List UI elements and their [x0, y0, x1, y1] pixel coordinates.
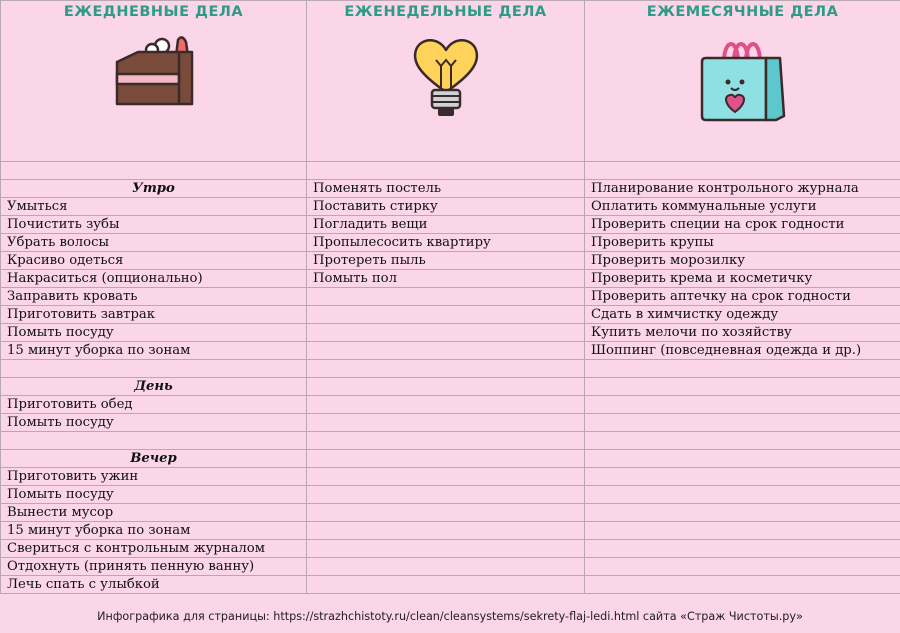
table-row: [1, 558, 900, 576]
weekly-cell: [307, 306, 585, 324]
monthly-cell: [585, 432, 900, 450]
header-row: [1, 1, 900, 162]
table-row: [1, 342, 900, 360]
section-heading: Вечер: [1, 450, 307, 468]
table-row: [1, 162, 900, 180]
table-row: [1, 576, 900, 594]
daily-cell: 15 минут уборка по зонам: [1, 522, 307, 540]
monthly-cell: [585, 468, 900, 486]
daily-cell: Помыть посуду: [1, 486, 307, 504]
daily-cell: Свериться с контрольным журналом: [1, 540, 307, 558]
weekly-title: ЕЖЕНЕДЕЛЬНЫЕ ДЕЛА: [344, 4, 547, 20]
table-row: [1, 216, 900, 234]
monthly-cell: [585, 576, 900, 594]
monthly-column-header: [585, 1, 900, 162]
table-row: [1, 504, 900, 522]
table-row: [1, 360, 900, 378]
table-row: [1, 252, 900, 270]
monthly-cell: Проверить крупы: [585, 234, 900, 252]
daily-cell: Приготовить завтрак: [1, 306, 307, 324]
weekly-cell: Пропылесосить квартиру: [307, 234, 585, 252]
daily-cell: Приготовить ужин: [1, 468, 307, 486]
monthly-cell: [585, 414, 900, 432]
daily-cell: Почистить зубы: [1, 216, 307, 234]
table-row: [1, 324, 900, 342]
monthly-cell: Проверить аптечку на срок годности: [585, 288, 900, 306]
monthly-cell: [585, 360, 900, 378]
monthly-cell: Проверить специи на срок годности: [585, 216, 900, 234]
shopping-bag-icon: [698, 34, 788, 124]
monthly-cell: [585, 450, 900, 468]
daily-cell: 15 минут уборка по зонам: [1, 342, 307, 360]
monthly-title: ЕЖЕМЕСЯЧНЫЕ ДЕЛА: [646, 4, 839, 20]
table-row: [1, 198, 900, 216]
weekly-cell: Поставить стирку: [307, 198, 585, 216]
weekly-cell: [307, 486, 585, 504]
daily-cell: [1, 360, 307, 378]
weekly-cell: [307, 162, 585, 180]
weekly-cell: [307, 378, 585, 396]
daily-cell: Лечь спать с улыбкой: [1, 576, 307, 594]
weekly-cell: Погладить вещи: [307, 216, 585, 234]
section-row: [1, 378, 900, 396]
table-row: [1, 270, 900, 288]
section-heading: День: [1, 378, 307, 396]
table-row: [1, 288, 900, 306]
weekly-cell: [307, 360, 585, 378]
cake-icon: [108, 34, 200, 106]
daily-column-header: [1, 1, 307, 162]
daily-cell: Отдохнуть (принять пенную ванну): [1, 558, 307, 576]
daily-cell: Помыть посуду: [1, 324, 307, 342]
monthly-cell: [585, 540, 900, 558]
weekly-cell: [307, 396, 585, 414]
daily-cell: Убрать волосы: [1, 234, 307, 252]
table-row: [1, 486, 900, 504]
monthly-cell: [585, 558, 900, 576]
daily-cell: Накраситься (опционально): [1, 270, 307, 288]
weekly-column-header: [307, 1, 585, 162]
table-row: [1, 396, 900, 414]
weekly-cell: [307, 450, 585, 468]
daily-cell: Красиво одеться: [1, 252, 307, 270]
table-row: [1, 432, 900, 450]
weekly-cell: [307, 540, 585, 558]
weekly-cell: [307, 558, 585, 576]
monthly-cell: Купить мелочи по хозяйству: [585, 324, 900, 342]
daily-cell: Умыться: [1, 198, 307, 216]
daily-title: ЕЖЕДНЕВНЫЕ ДЕЛА: [63, 4, 244, 20]
weekly-cell: Поменять постель: [307, 180, 585, 198]
chores-table-body: [1, 1, 900, 594]
monthly-cell: Проверить крема и косметичку: [585, 270, 900, 288]
section-row: [1, 450, 900, 468]
section-heading: Утро: [1, 180, 307, 198]
daily-cell: [1, 162, 307, 180]
daily-cell: Помыть посуду: [1, 414, 307, 432]
monthly-cell: [585, 522, 900, 540]
monthly-cell: [585, 396, 900, 414]
table-row: [1, 234, 900, 252]
weekly-cell: [307, 342, 585, 360]
monthly-cell: Шоппинг (повседневная одежда и др.): [585, 342, 900, 360]
weekly-cell: [307, 468, 585, 486]
weekly-cell: Помыть пол: [307, 270, 585, 288]
monthly-cell: Проверить морозилку: [585, 252, 900, 270]
table-row: [1, 306, 900, 324]
monthly-cell: Сдать в химчистку одежду: [585, 306, 900, 324]
weekly-cell: [307, 414, 585, 432]
weekly-cell: [307, 576, 585, 594]
weekly-cell: [307, 504, 585, 522]
daily-cell: Вынести мусор: [1, 504, 307, 522]
monthly-cell: [585, 486, 900, 504]
monthly-cell: [585, 162, 900, 180]
daily-cell: Заправить кровать: [1, 288, 307, 306]
daily-cell: [1, 432, 307, 450]
weekly-cell: [307, 522, 585, 540]
monthly-cell: Планирование контрольного журнала: [585, 180, 900, 198]
weekly-cell: [307, 288, 585, 306]
weekly-cell: [307, 324, 585, 342]
section-row: [1, 180, 900, 198]
heart-lightbulb-icon: [410, 34, 482, 124]
daily-cell: Приготовить обед: [1, 396, 307, 414]
footer-credit: Инфографика для страницы: https://strazhchistoty.ru/clean/cleansystems/sekrety-flaj-ledi.html сайта «Страж Чистоты.ру»: [97, 610, 803, 623]
monthly-cell: Оплатить коммунальные услуги: [585, 198, 900, 216]
monthly-cell: [585, 378, 900, 396]
monthly-cell: [585, 504, 900, 522]
weekly-cell: [307, 432, 585, 450]
table-row: [1, 414, 900, 432]
weekly-cell: Протереть пыль: [307, 252, 585, 270]
table-row: [1, 522, 900, 540]
table-row: [1, 540, 900, 558]
table-row: [1, 468, 900, 486]
